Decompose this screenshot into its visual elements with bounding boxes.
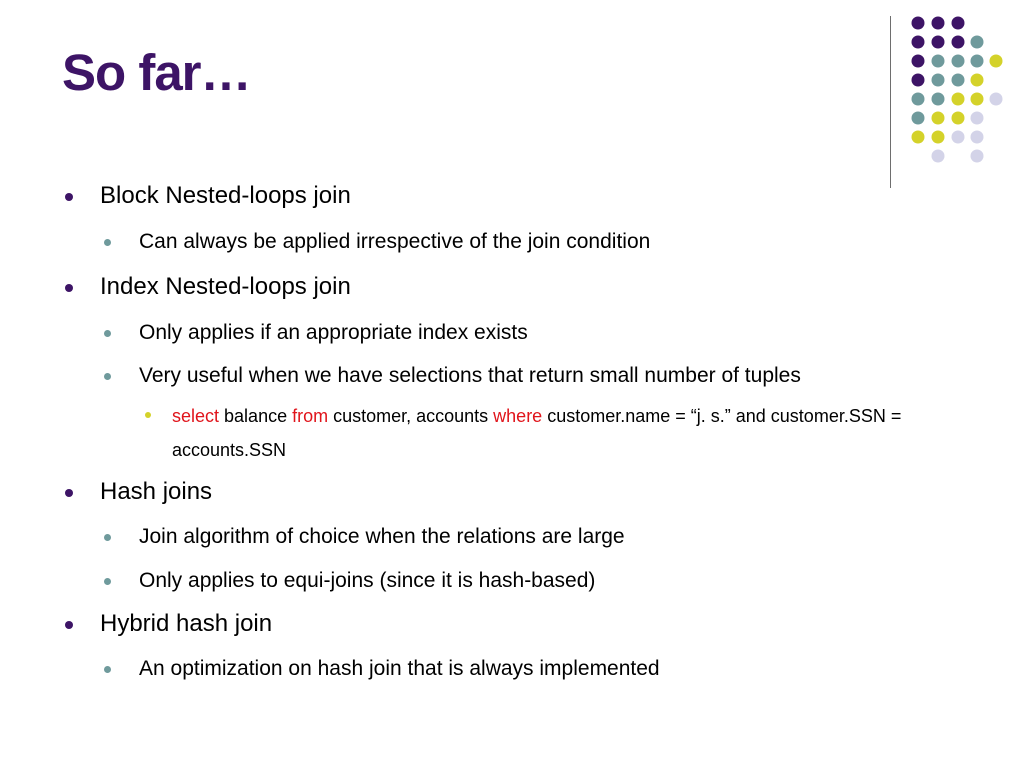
bullet-dot-icon [65,193,73,201]
bullet-item [100,182,351,211]
sub-bullet-item [139,568,595,593]
bullet-text: Hybrid hash join [100,610,273,637]
query-text: customer, accounts [328,406,494,426]
sub-bullet-item [139,524,625,549]
sub-bullet-text: Join algorithm of choice when the relations are large [139,525,625,548]
sub-bullet-item [139,656,660,681]
sub-bullet-text: Only applies to equi-joins (since it is hash-based) [139,569,596,592]
sub-bullet-text: Only applies if an appropriate index exists [139,321,528,344]
sub-bullet-item [139,320,528,345]
sub-bullet-text: Can always be applied irrespective of the join condition [139,230,651,253]
slide-title: So far… [62,44,251,101]
sub-bullet-dot-icon [104,578,111,585]
sub-sub-bullet-dot-icon [145,412,151,418]
sub-bullet-item [139,363,801,388]
bullet-dot-icon [65,284,73,292]
sub-bullet-text: An optimization on hash join that is always implemented [139,657,660,680]
query-text: balance [219,406,293,426]
bullet-item [100,610,272,639]
query-example [172,399,972,467]
sub-bullet-dot-icon [104,534,111,541]
bullet-dot-icon [65,621,73,629]
sub-bullet-dot-icon [104,666,111,673]
bullet-item [100,273,351,302]
sql-keyword-where: where [493,406,543,426]
sql-keyword-select: select [172,406,220,426]
bullet-text: Hash joins [100,478,213,505]
sub-bullet-dot-icon [104,330,111,337]
bullet-dot-icon [65,489,73,497]
sub-bullet-text: Very useful when we have selections that return small number of tuples [139,364,801,387]
sub-bullet-dot-icon [104,373,111,380]
sub-bullet-item [139,229,650,254]
sql-keyword-from: from [292,406,329,426]
bullet-item [100,478,212,507]
query-text: customer.name = “j. s.” and customer.SSN = accounts.SSN [172,406,902,460]
bullet-text: Block Nested-loops join [100,182,351,209]
bullet-text: Index Nested-loops join [100,273,351,300]
sub-bullet-dot-icon [104,239,111,246]
